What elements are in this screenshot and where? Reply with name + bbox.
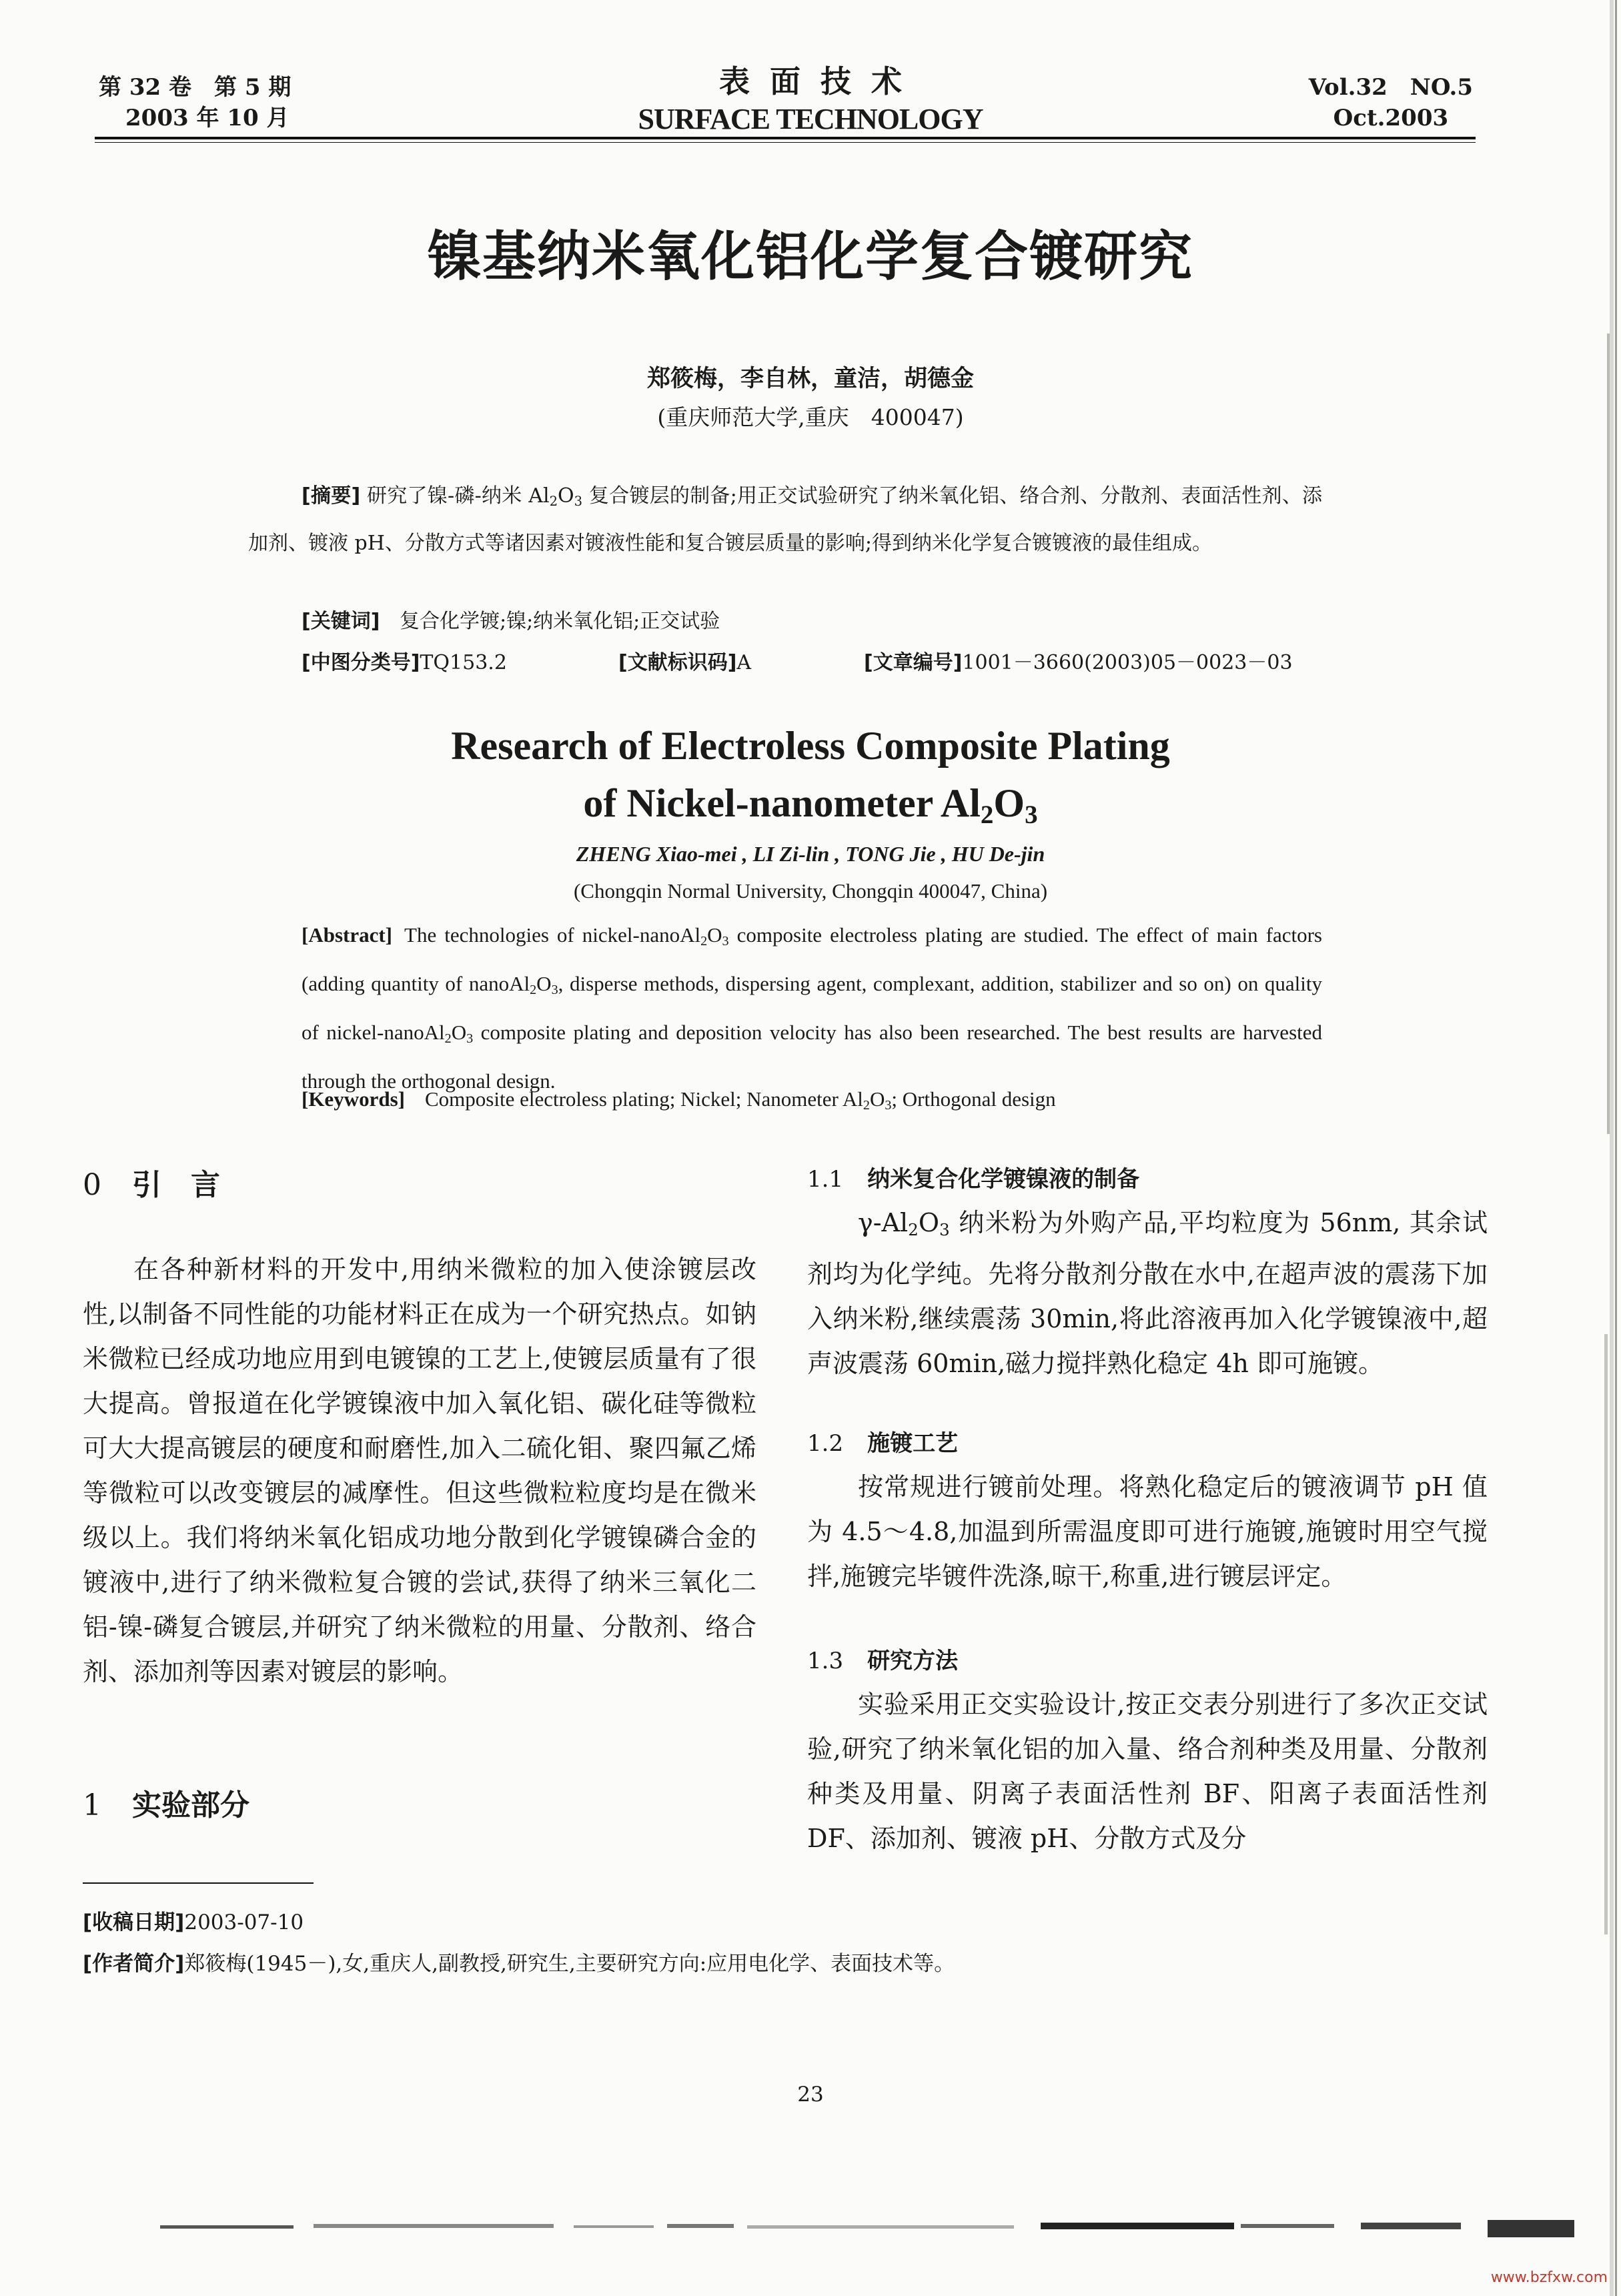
paragraph-1-3: 实验采用正交实验设计,按正交表分别进行了多次正交试验,研究了纳米氧化铝的加入量、络合剂种类及用量、分散剂种类及用量、阴离子表面活性剂 BF、阳离子表面活性剂 DF、添加剂、镀液 pH、分散方式及分 bbox=[807, 1690, 1488, 1853]
clc-value: TQ153.2 bbox=[420, 651, 507, 674]
keywords-cn bbox=[302, 600, 1322, 642]
watermark: www.bzfxw.com bbox=[1490, 2269, 1608, 2286]
abstract-cn: [摘要] 研究了镍-磷-纳米 $Al_2O_3$ 复合镀层的制备;用正交试验研究了纳米氧化铝、络合剂、分散剂、表面活性剂、添加剂、镀液 pH、分散方式等诸因素对镀液性能和复合镀层质量的影响;得到纳米化学复合镀镀液的最佳组成。 bbox=[248, 484, 1323, 555]
title-en-line1: Research of Electroless Composite Plating bbox=[451, 724, 1170, 768]
footnote-author-bio: [作者简介]郑筱梅(1945－),女,重庆人,副教授,研究生,主要研究方向:应用电化学、表面技术等。 bbox=[83, 1952, 955, 1976]
abstract-en: [Abstract] The technologies of nickel-$nanoAl_2O_3$ composite electroless plating are studied. The effect of main factors (adding quantity of $nanoAl_2O_3$, disperse methods, dispersing agent, complexant, addition, stabilizer and so on) on quality of nickel-$nanoAl_2O_3$ composite plating and deposition velocity has also been researched. The best results are harvested through the orthogonal design. bbox=[302, 923, 1323, 1093]
authors-cn: 郑筱梅，李自林，童洁，胡德金 bbox=[646, 366, 974, 392]
journal-name-cn: 表面技术 bbox=[719, 63, 922, 99]
authors-en: ZHENG Xiao-mei , LI Zi-lin , TONG Jie , HU De-jin bbox=[576, 842, 1045, 866]
abstract-label-en: [Abstract] bbox=[302, 923, 393, 947]
abstract-text-cn-a: 研究了镍-磷-纳米 Al bbox=[366, 484, 550, 508]
paragraph-1-2: 按常规进行镀前处理。将熟化稳定后的镀液调节 pH 值为 4.5～4.8,加温到所需温度即可进行施镀,施镀时用空气搅拌,施镀完毕镀件洗涤,晾干,称重,进行镀层评定。 bbox=[807, 1472, 1488, 1591]
subsection-heading-1-2: 1.2 施镀工艺 bbox=[807, 1430, 959, 1457]
journal-name-en: SURFACE TECHNOLOGY bbox=[638, 103, 983, 135]
section-heading-introduction: 0 引 言 bbox=[83, 1168, 220, 1202]
scan-edge-noise bbox=[1598, 0, 1621, 2296]
date-cn: 2003 年 10 月 bbox=[125, 105, 290, 131]
footnote-rule bbox=[83, 1882, 314, 1884]
paragraph-1-1: $\gamma-Al_2O_3$ 纳米粉为外购产品,平均粒度为 56nm, 其余试剂均为化学纯。先将分散剂分散在水中,在超声波的震荡下加入纳米粉,继续震荡 30min,将此溶液再加入化学镀镍液中,超声波震荡 60min,磁力搅拌熟化稳定 4h 即可施镀。 bbox=[807, 1208, 1488, 1379]
date-en: Oct.2003 bbox=[1333, 105, 1449, 131]
paper-title-cn: 镍基纳米氧化铝化学复合镀研究 bbox=[428, 225, 1193, 288]
article-no-value: 1001－3660(2003)05－0023－03 bbox=[962, 651, 1293, 674]
journal-volume-issue-en bbox=[1309, 72, 1473, 133]
affiliation-cn: (重庆师范大学,重庆 400047) bbox=[657, 404, 964, 430]
doc-code-value: A bbox=[736, 651, 752, 674]
scan-bottom-noise bbox=[0, 2216, 1621, 2243]
header-rule bbox=[95, 137, 1476, 139]
page-number: 23 bbox=[797, 2083, 824, 2107]
introduction-paragraph: 在各种新材料的开发中,用纳米微粒的加入使涂镀层改性,以制备不同性能的功能材料正在成为一个研究热点。如钠米微粒已经成功地应用到电镀镍的工艺上,使镀层质量有了很大提高。曾报道在化学镀镍液中加入氧化铝、碳化硅等微粒可大大提高镀层的硬度和耐磨性,加入二硫化钼、聚四氟乙烯等微粒可以改变镀层的减摩性。但这些微粒粒度均是在微米级以上。我们将纳米氧化铝成功地分散到化学镀镍磷合金的镀液中,进行了纳米微粒复合镀的尝试,获得了纳米三氧化二铝-镍-磷复合镀层,并研究了纳米微粒的用量、分散剂、络合剂、添加剂等因素对镀层的影响。 bbox=[83, 1255, 756, 1686]
subsection-heading-1-3: 1.3 研究方法 bbox=[807, 1648, 959, 1674]
keywords-en: [Keywords] Composite electroless plating; Nickel; Nanometer $Al_2O_3$; Orthogonal design bbox=[302, 1087, 1056, 1113]
keywords-label-cn: [关键词] bbox=[302, 610, 380, 633]
article-no-label: [文章编号] bbox=[864, 651, 963, 674]
volume-issue-cn: 第 32 卷 第 5 期 bbox=[99, 74, 292, 101]
title-en-line2: of Nickel-nanometer $Al_2O_3$ bbox=[583, 781, 1038, 829]
doc-code-label: [文献标识码] bbox=[618, 651, 737, 674]
header-rule-thin bbox=[95, 142, 1476, 143]
subsection-heading-1-1: 1.1 纳米复合化学镀镍液的制备 bbox=[807, 1166, 1140, 1193]
volume-issue-en: Vol.32 NO.5 bbox=[1308, 74, 1473, 101]
paper-title-en bbox=[0, 717, 1621, 844]
keywords-text-cn: 复合化学镀;镍;纳米氧化铝;正交试验 bbox=[399, 610, 720, 633]
footnote-received: [收稿日期]2003-07-10 bbox=[83, 1910, 304, 1934]
abstract-text-cn-b: 复合镀层的制备;用正交试验研究了纳米氧化铝、络合剂、分散剂、表面活性剂、添加剂、镀液 pH、分散方式等诸因素对镀液性能和复合镀层质量的影响;得到纳米化学复合镀镀液的最佳组成。 bbox=[248, 484, 1323, 555]
affiliation-en: (Chongqin Normal University, Chongqin 400047, China) bbox=[573, 879, 1048, 903]
keywords-label-en: [Keywords] bbox=[302, 1087, 405, 1111]
clc-label: [中图分类号] bbox=[302, 651, 420, 674]
section-heading-experiment: 1 实验部分 bbox=[83, 1788, 249, 1822]
abstract-label-cn: [摘要] bbox=[302, 484, 361, 508]
